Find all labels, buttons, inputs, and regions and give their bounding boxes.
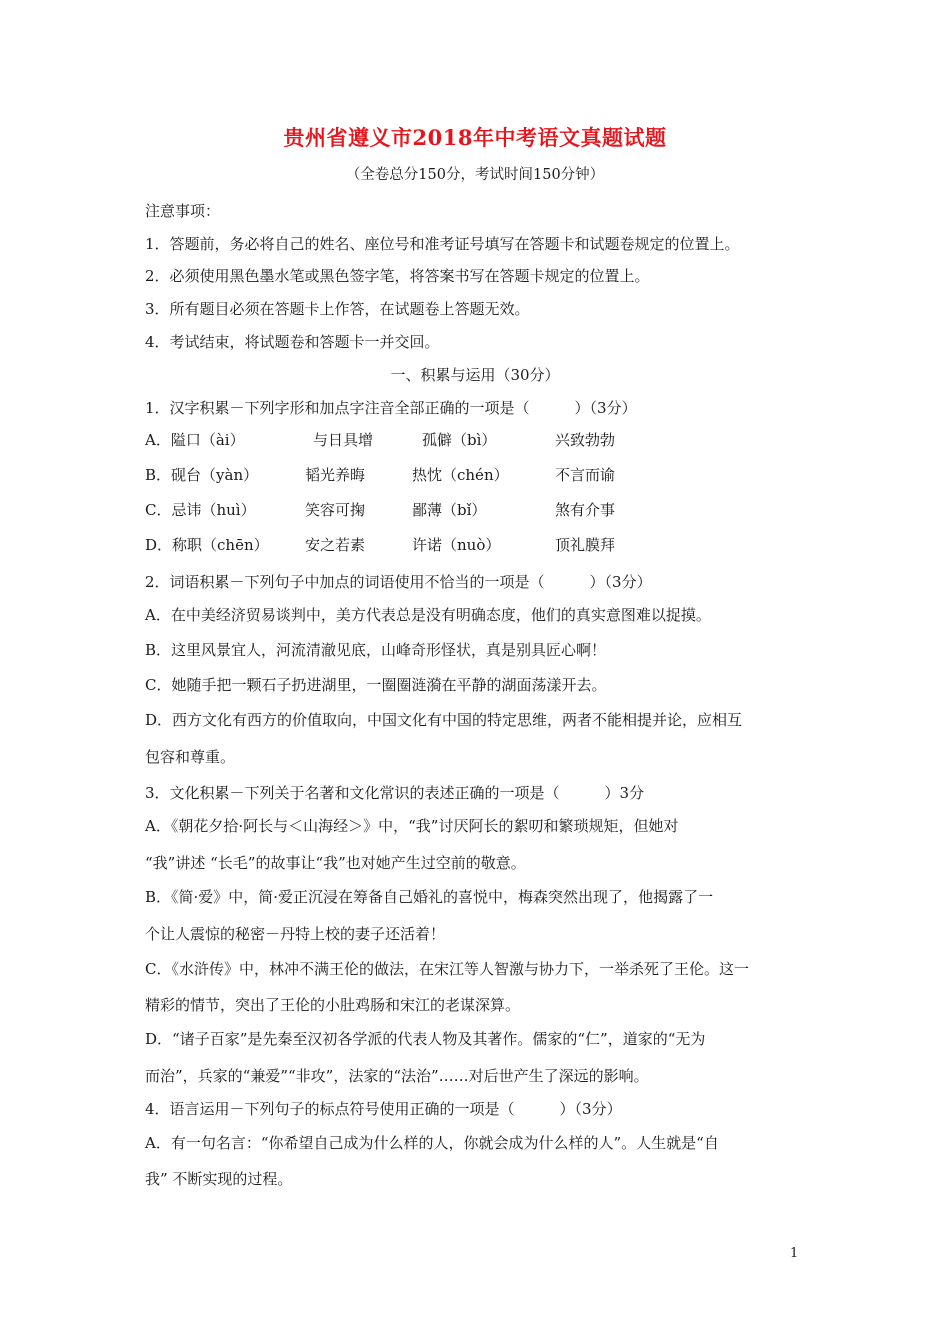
option-item: 不言而谕	[555, 466, 616, 484]
notice-item: 2．必须使用黑色墨水笔或黑色签字笔，将答案书写在答题卡规定的位置上。	[145, 267, 650, 285]
question-3-option-d-cont: 而治”，兵家的“兼爱”“非攻”，法家的“法治”……对后世产生了深远的影响。	[145, 1067, 649, 1085]
option-item: D．称职（chēn）	[145, 536, 269, 554]
option-item: 煞有介事	[555, 501, 616, 519]
question-3-option-c-cont: 精彩的情节，突出了王伦的小肚鸡肠和宋江的老谋深算。	[145, 996, 521, 1014]
question-1-stem: 1．汉字积累－下列字形和加点字注音全部正确的一项是（ ）（3分）	[145, 399, 637, 417]
question-3-option-c: C．《水浒传》中，林冲不满王伦的做法，在宋江等人智激与协力下，一举杀死了王伦。这一	[145, 960, 749, 978]
option-item: C．忌讳（huì）	[145, 501, 256, 519]
option-item: 笑容可掬	[305, 501, 366, 519]
option-item: 孤僻（bì）	[422, 431, 497, 449]
question-4-option-a: A．有一句名言：“你希望自己成为什么样的人，你就会成为什么样的人”。人生就是“自	[145, 1134, 719, 1152]
question-2-option-b: B．这里风景宜人，河流清澈见底，山峰奇形怪状，真是别具匠心啊！	[145, 641, 607, 659]
question-3-option-d: D．“诸子百家”是先秦至汉初各学派的代表人物及其著作。儒家的“仁”，道家的“无为	[145, 1030, 706, 1048]
option-item: 兴致勃勃	[555, 431, 616, 449]
question-2-option-d-cont: 包容和尊重。	[145, 748, 236, 766]
option-item: A．隘口（ài）	[145, 431, 245, 449]
question-4-stem: 4．语言运用－下列句子的标点符号使用正确的一项是（ ）（3分）	[145, 1100, 622, 1118]
option-item: 顶礼膜拜	[555, 536, 616, 554]
notice-item: 4．考试结束，将试题卷和答题卡一并交回。	[145, 333, 440, 351]
option-item: 与日具增	[313, 431, 374, 449]
section-heading: 一、积累与运用（30分）	[390, 366, 560, 384]
option-item: 许诺（nuò）	[412, 536, 501, 554]
option-item: B．砚台（yàn）	[145, 466, 259, 484]
option-item: 鄙薄（bǐ）	[412, 501, 487, 519]
question-3-option-b: B．《简·爱》中，简·爱正沉浸在筹备自己婚礼的喜悦中，梅森突然出现了，他揭露了一	[145, 888, 714, 906]
question-4-option-a-cont: 我” 不断实现的过程。	[145, 1170, 293, 1188]
exam-info: （全卷总分150分，考试时间150分钟）	[345, 167, 605, 183]
question-3-option-a: A．《朝花夕拾·阿长与＜山海经＞》中，“我”讨厌阿长的絮叨和繁琐规矩，但她对	[145, 817, 679, 835]
question-2-option-d: D．西方文化有西方的价值取向，中国文化有中国的特定思维，两者不能相提并论，应相互	[145, 711, 743, 729]
page-number: 1	[790, 1246, 799, 1261]
question-3-stem: 3．文化积累－下列关于名著和文化常识的表述正确的一项是（ ）3分	[145, 784, 645, 802]
page-title: 贵州省遵义市2018年中考语文真题试题	[283, 125, 667, 150]
notice-heading: 注意事项：	[145, 202, 221, 220]
notice-item: 3．所有题目必须在答题卡上作答，在试题卷上答题无效。	[145, 300, 530, 318]
question-3-option-a-cont: “我”讲述 “长毛”的故事让“我”也对她产生过空前的敬意。	[145, 854, 526, 872]
question-3-option-b-cont: 个让人震惊的秘密－丹特上校的妻子还活着！	[145, 925, 446, 943]
option-item: 热忱（chén）	[412, 466, 509, 484]
question-2-stem: 2．词语积累－下列句子中加点的词语使用不恰当的一项是（ ）（3分）	[145, 573, 652, 591]
option-item: 安之若素	[305, 536, 366, 554]
notice-item: 1．答题前，务必将自己的姓名、座位号和准考证号填写在答题卡和试题卷规定的位置上。	[145, 235, 740, 253]
question-2-option-c: C．她随手把一颗石子扔进湖里，一圈圈涟漪在平静的湖面荡漾开去。	[145, 676, 607, 694]
option-item: 韬光养晦	[305, 466, 366, 484]
question-2-option-a: A．在中美经济贸易谈判中，美方代表总是没有明确态度，他们的真实意图难以捉摸。	[145, 606, 711, 624]
